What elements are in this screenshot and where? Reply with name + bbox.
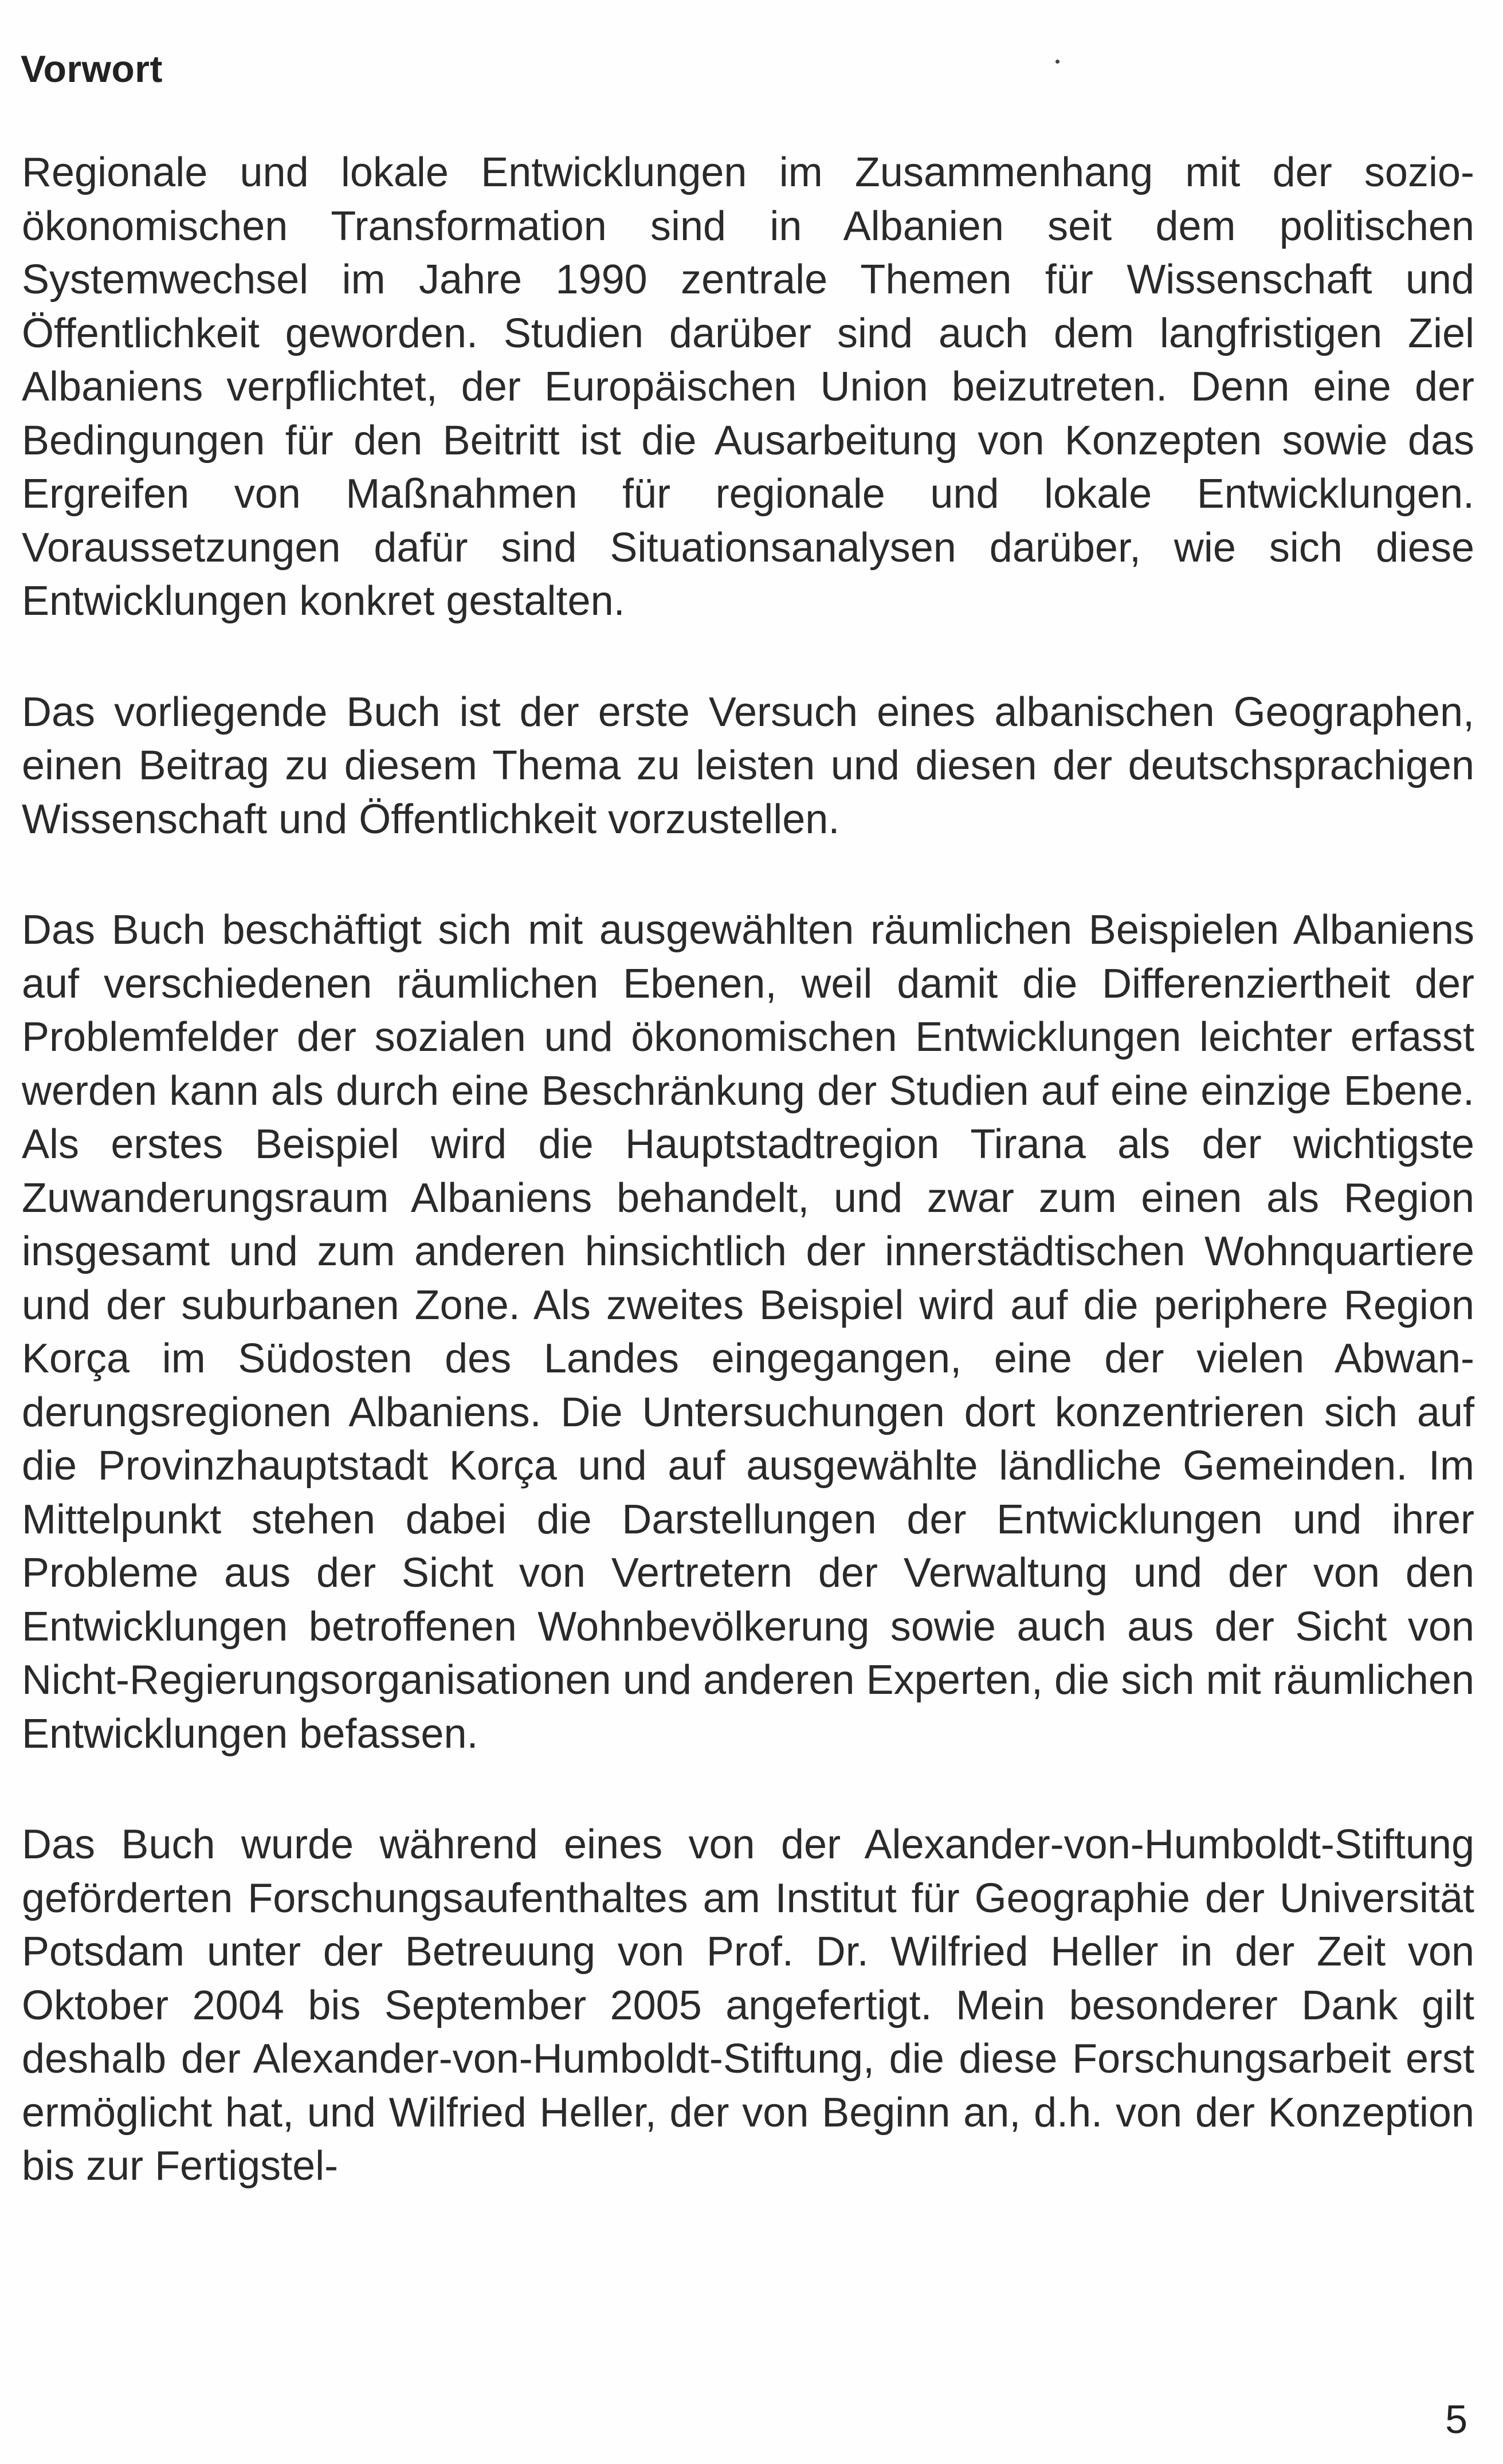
paragraph-4: Das Buch wurde während eines von der Alexander-von-Humboldt-Stiftung geförderten Forschungsaufenthaltes am Institut für Geographie der Universität Potsdam unter der Betreuung von Prof. Dr. Wilfried Heller in der Zeit von Oktober 2004 bis September 2005 angefertigt. Mein besonderer Dank gilt deshalb der Alexander-von-Humboldt-Stiftung, die diese Forschungsarbeit erst ermöglicht hat, und Wilfried Heller, der von Beginn an, d.h. von der Konzeption bis zur Fertigstel-: [22, 1822, 1474, 2189]
page-number: 5: [1445, 2397, 1467, 2442]
paragraph-1: Regionale und lokale Entwicklungen im Zusammenhang mit der sozioökonomischen Transformation sind in Albanien seit dem politischen Systemwechsel im Jahre 1990 zentrale Themen für Wissenschaft und Öffentlichkeit geworden. Studien darüber sind auch dem langfristigen Ziel Albaniens verpflichtet, der Europäischen Union beizutreten. Denn eine der Bedingungen für den Beitritt ist die Ausarbeitung von Konzepten sowie das Ergreifen von Maßnahmen für regionale und lokale Entwicklungen. Voraussetzungen dafür sind Situationsanalysen darüber, wie sich diese Entwicklungen konkret gestalten.: [22, 150, 1474, 624]
page-heading: Vorwort: [21, 48, 163, 90]
paragraph-2: Das vorliegende Buch ist der erste Versuch eines albanischen Geographen, einen Beitrag zu diesem Thema zu leisten und diesen der deutschsprachigen Wissenschaft und Öffentlichkeit vorzustellen.: [22, 689, 1474, 842]
body-text: [22, 146, 1474, 2194]
scan-speck: [1055, 60, 1059, 64]
paragraph-3: Das Buch beschäftigt sich mit ausgewählten räumlichen Beispielen Albaniens auf verschiedenen räumlichen Ebenen, weil damit die Differenziertheit der Problemfelder der sozialen und ökonomischen Entwicklungen leichter erfasst werden kann als durch eine Beschränkung der Studien auf eine einzige Ebene. Als erstes Beispiel wird die Hauptstadtregion Tirana als der wichtigste Zuwanderungsraum Albaniens behandelt, und zwar zum einen als Region insgesamt und zum anderen hinsichtlich der innerstädtischen Wohnquartiere und der suburbanen Zone. Als zweites Beispiel wird auf die periphere Region Korça im Südosten des Landes eingegangen, eine der vielen Abwanderungsregionen Albaniens. Die Untersuchungen dort konzentrieren sich auf die Provinzhauptstadt Korça und auf ausgewählte ländliche Gemeinden. Im Mittelpunkt stehen dabei die Darstellungen der Entwicklungen und ihrer Probleme aus der Sicht von Vertretern der Verwaltung und der von den Entwicklungen betroffenen Wohnbevölkerung sowie auch aus der Sicht von Nicht-Regierungsorganisationen und anderen Experten, die sich mit räumlichen Entwicklungen befassen.: [22, 907, 1474, 1757]
